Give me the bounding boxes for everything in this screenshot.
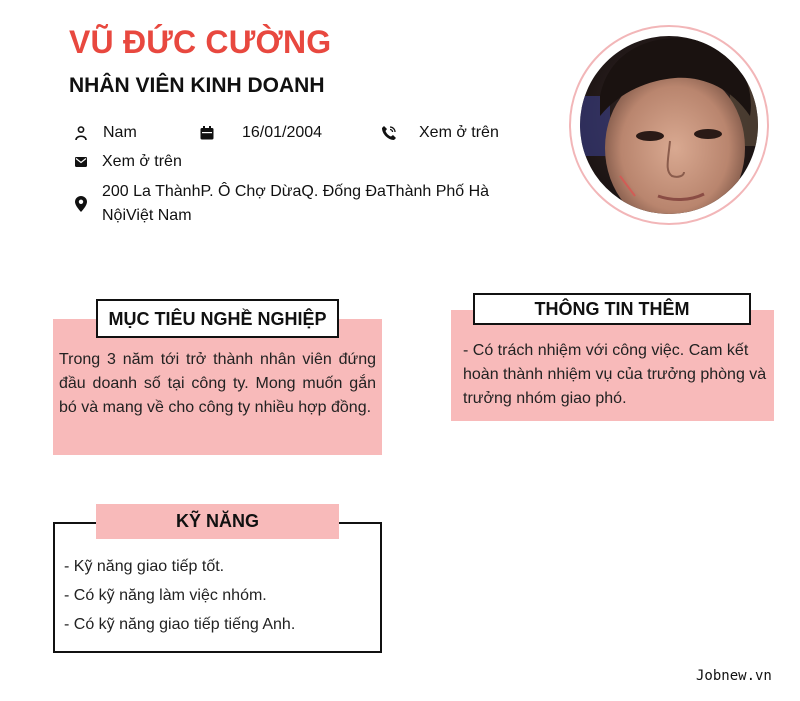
- extra-info-title: THÔNG TIN THÊM: [473, 293, 751, 325]
- extra-info-text: - Có trách nhiệm với công việc. Cam kết hoàn thành nhiệm vụ của trưởng phòng và trưởng nhóm giao phó.: [463, 342, 767, 407]
- gender-row: [73, 124, 137, 142]
- person-icon: [73, 125, 89, 141]
- phone-value: Xem ở trên: [419, 124, 499, 141]
- job-position: NHÂN VIÊN KINH DOANH: [69, 74, 325, 97]
- list-item: - Có kỹ năng làm việc nhóm.: [64, 587, 267, 604]
- birthdate-value: 16/01/2004: [242, 124, 323, 141]
- list-item: - Có kỹ năng giao tiếp tiếng Anh.: [64, 616, 296, 633]
- phone-icon: [381, 125, 397, 141]
- gender-value: Nam: [103, 124, 137, 141]
- address-row: [73, 180, 489, 228]
- skills-title: KỸ NĂNG: [96, 504, 339, 539]
- birthdate-row: [199, 124, 322, 142]
- candidate-name: VŨ ĐỨC CƯỜNG: [69, 24, 332, 60]
- avatar: [580, 36, 758, 214]
- list-item: - Kỹ năng giao tiếp tốt.: [64, 558, 225, 575]
- objective-text: Trong 3 năm tới trở thành nhân viên đứng đầu doanh số tại công ty. Mong muốn gắn bó và mang về cho công ty nhiều hợp đồng.: [59, 351, 376, 416]
- calendar-icon: [199, 125, 215, 141]
- email-row: [73, 153, 182, 171]
- email-value: Xem ở trên: [102, 153, 182, 170]
- skills-list: [64, 552, 295, 639]
- map-pin-icon: [73, 196, 89, 212]
- address-line-1: 200 La ThànhP. Ô Chợ DừaQ. Đống ĐaThành Phố Hà: [102, 183, 490, 200]
- address-line-2: NộiViệt Nam: [102, 207, 192, 224]
- objective-title: MỤC TIÊU NGHỀ NGHIỆP: [96, 299, 339, 338]
- phone-row: [381, 124, 499, 142]
- envelope-icon: [73, 154, 89, 170]
- footer-brand: Jobnew.vn: [696, 668, 772, 684]
